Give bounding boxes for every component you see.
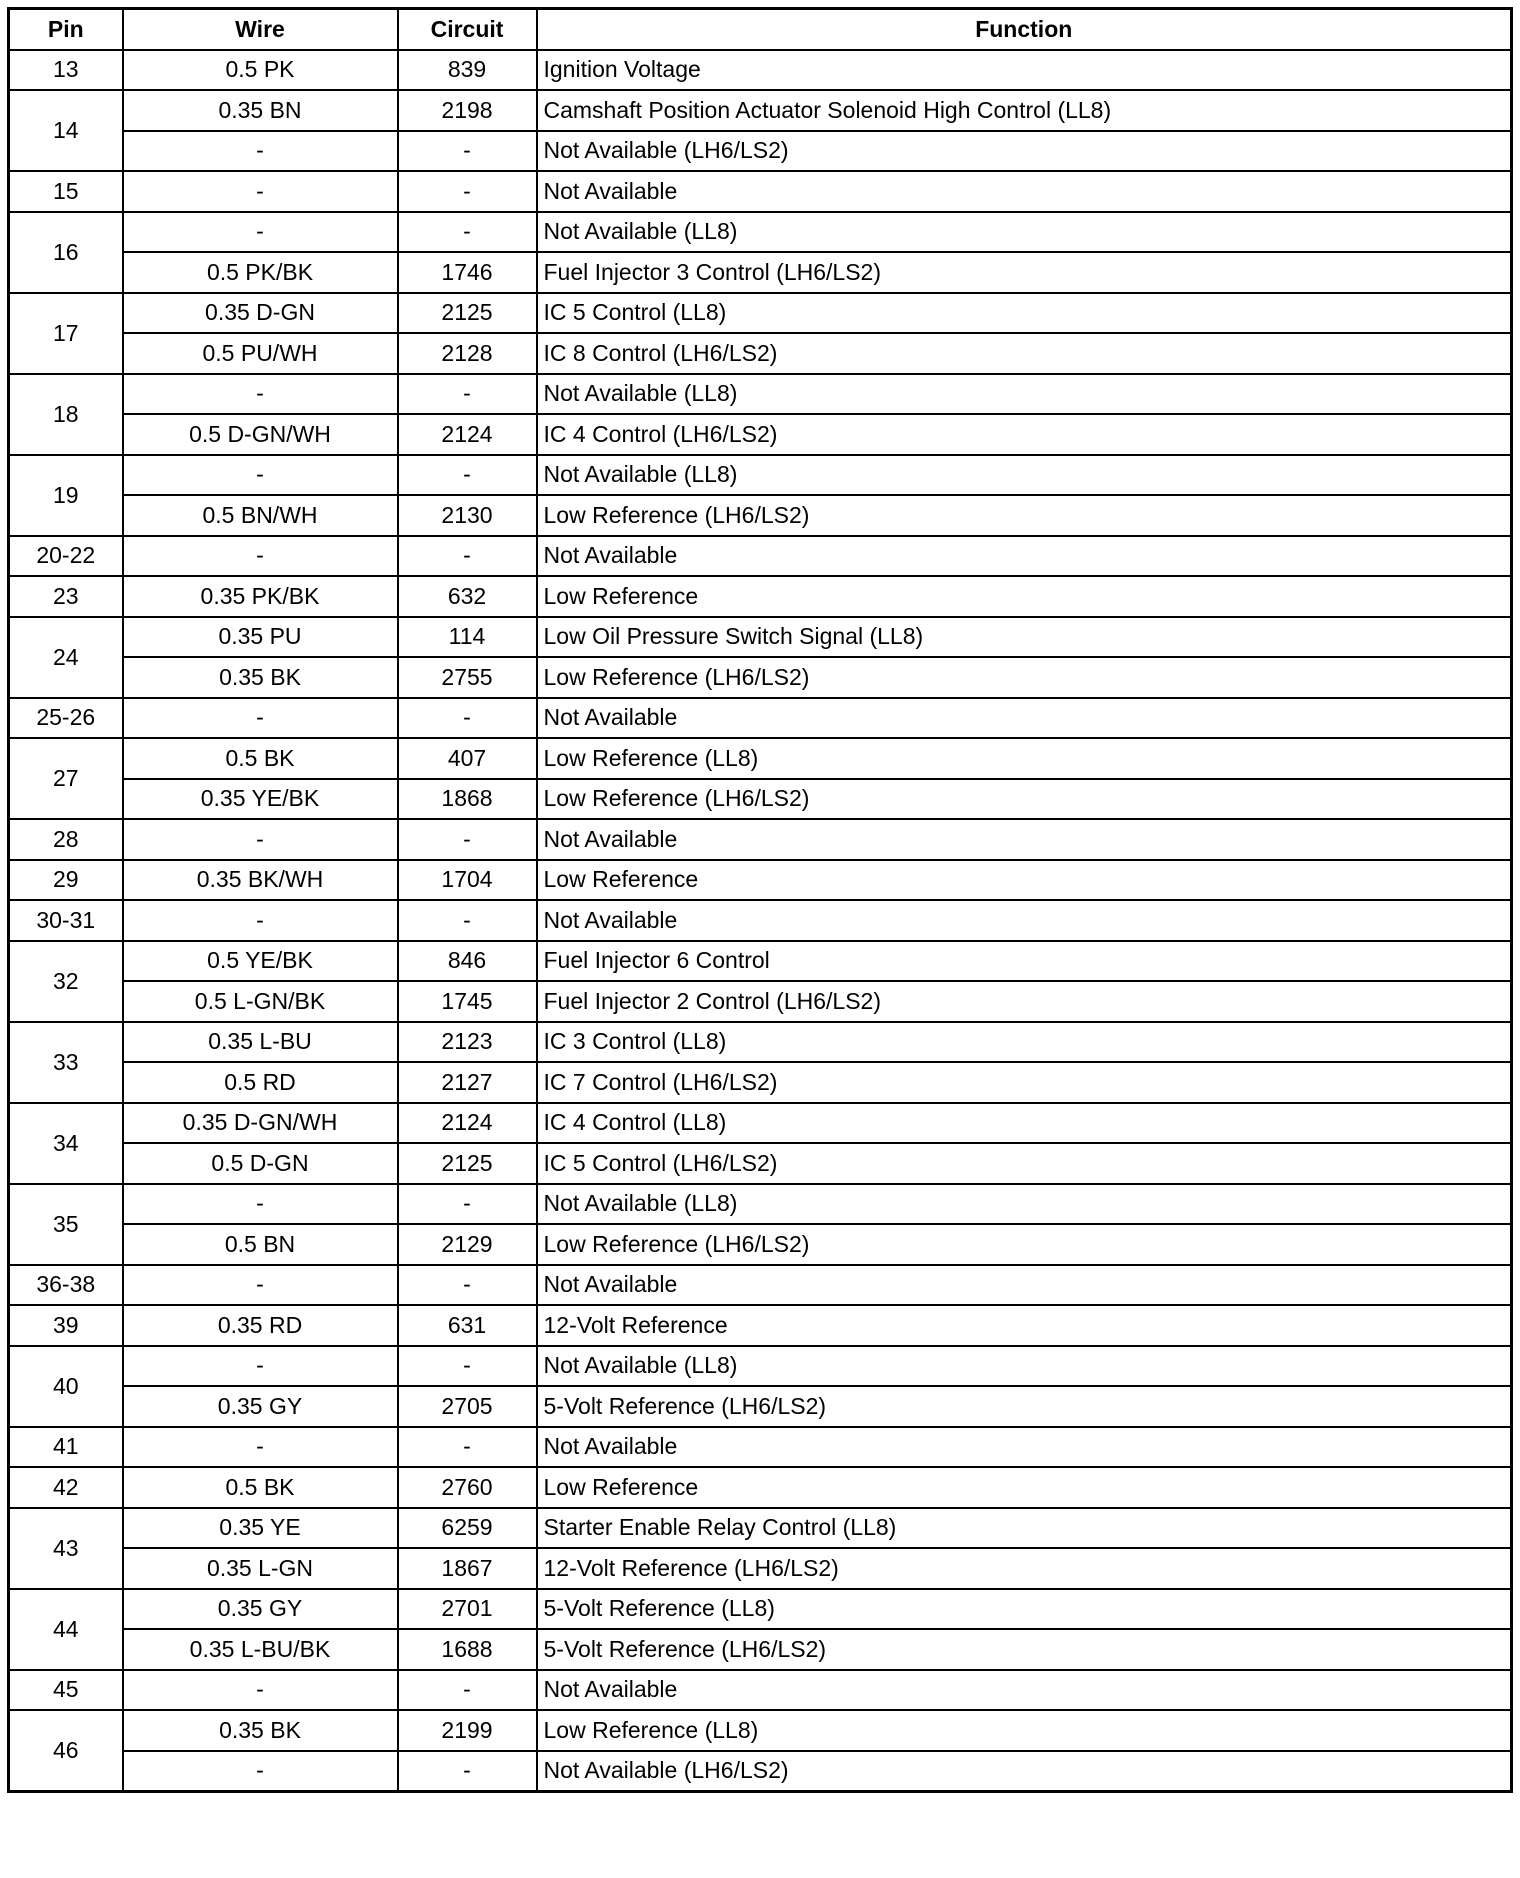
function-cell: Low Oil Pressure Switch Signal (LL8) xyxy=(537,617,1512,658)
circuit-cell: - xyxy=(398,212,537,253)
circuit-cell: 2125 xyxy=(398,293,537,334)
table-row xyxy=(9,1548,1512,1589)
function-cell: Low Reference (LL8) xyxy=(537,1710,1512,1751)
pin-cell: 14 xyxy=(9,90,123,171)
table-row xyxy=(9,1710,1512,1751)
function-cell: Low Reference (LH6/LS2) xyxy=(537,495,1512,536)
wire-cell: - xyxy=(123,1346,398,1387)
function-cell: IC 8 Control (LH6/LS2) xyxy=(537,333,1512,374)
function-cell: IC 4 Control (LL8) xyxy=(537,1103,1512,1144)
circuit-cell: - xyxy=(398,819,537,860)
function-cell: Low Reference (LH6/LS2) xyxy=(537,779,1512,820)
circuit-cell: - xyxy=(398,1427,537,1468)
table-row xyxy=(9,374,1512,415)
wire-cell: 0.35 BN xyxy=(123,90,398,131)
table-row xyxy=(9,1427,1512,1468)
wire-cell: 0.5 BN xyxy=(123,1224,398,1265)
circuit-cell: - xyxy=(398,1184,537,1225)
pin-cell: 36-38 xyxy=(9,1265,123,1306)
wire-cell: 0.5 L-GN/BK xyxy=(123,981,398,1022)
table-row xyxy=(9,50,1512,91)
header-wire: Wire xyxy=(123,9,398,50)
wire-cell: 0.5 PU/WH xyxy=(123,333,398,374)
header-function: Function xyxy=(537,9,1512,50)
function-cell: Not Available xyxy=(537,698,1512,739)
table-row xyxy=(9,1022,1512,1063)
function-cell: Starter Enable Relay Control (LL8) xyxy=(537,1508,1512,1549)
function-cell: Not Available (LH6/LS2) xyxy=(537,1751,1512,1792)
function-cell: Not Available (LL8) xyxy=(537,374,1512,415)
wire-cell: - xyxy=(123,1184,398,1225)
table-row xyxy=(9,1629,1512,1670)
function-cell: Low Reference (LL8) xyxy=(537,738,1512,779)
table-row xyxy=(9,1103,1512,1144)
pin-cell: 40 xyxy=(9,1346,123,1427)
function-cell: Ignition Voltage xyxy=(537,50,1512,91)
function-cell: Low Reference (LH6/LS2) xyxy=(537,657,1512,698)
table-row xyxy=(9,1670,1512,1711)
circuit-cell: - xyxy=(398,536,537,577)
circuit-cell: 2701 xyxy=(398,1589,537,1630)
circuit-cell: 1704 xyxy=(398,860,537,901)
circuit-cell: - xyxy=(398,900,537,941)
circuit-cell: - xyxy=(398,1751,537,1792)
circuit-cell: 2755 xyxy=(398,657,537,698)
pin-cell: 32 xyxy=(9,941,123,1022)
table-row xyxy=(9,860,1512,901)
wire-cell: 0.5 YE/BK xyxy=(123,941,398,982)
wire-cell: - xyxy=(123,171,398,212)
table-row xyxy=(9,90,1512,131)
circuit-cell: - xyxy=(398,1670,537,1711)
table-row xyxy=(9,576,1512,617)
circuit-cell: 2128 xyxy=(398,333,537,374)
circuit-cell: 1867 xyxy=(398,1548,537,1589)
connector-pinout-table-container xyxy=(7,7,1513,1793)
wire-cell: 0.35 PU xyxy=(123,617,398,658)
circuit-cell: 1868 xyxy=(398,779,537,820)
circuit-cell: - xyxy=(398,1265,537,1306)
wire-cell: 0.5 RD xyxy=(123,1062,398,1103)
function-cell: Not Available xyxy=(537,1265,1512,1306)
table-row xyxy=(9,536,1512,577)
circuit-cell: 839 xyxy=(398,50,537,91)
circuit-cell: 1745 xyxy=(398,981,537,1022)
function-cell: 5-Volt Reference (LL8) xyxy=(537,1589,1512,1630)
circuit-cell: 1746 xyxy=(398,252,537,293)
wire-cell: 0.35 YE/BK xyxy=(123,779,398,820)
table-body xyxy=(9,50,1512,1792)
function-cell: Low Reference xyxy=(537,860,1512,901)
function-cell: Not Available xyxy=(537,900,1512,941)
function-cell: Fuel Injector 3 Control (LH6/LS2) xyxy=(537,252,1512,293)
wire-cell: - xyxy=(123,900,398,941)
table-row xyxy=(9,1346,1512,1387)
function-cell: Low Reference (LH6/LS2) xyxy=(537,1224,1512,1265)
circuit-cell: - xyxy=(398,455,537,496)
wire-cell: 0.35 YE xyxy=(123,1508,398,1549)
pin-cell: 34 xyxy=(9,1103,123,1184)
wire-cell: - xyxy=(123,212,398,253)
header-circuit: Circuit xyxy=(398,9,537,50)
pin-cell: 13 xyxy=(9,50,123,91)
wire-cell: 0.5 PK xyxy=(123,50,398,91)
function-cell: Not Available (LL8) xyxy=(537,1346,1512,1387)
circuit-cell: - xyxy=(398,131,537,172)
table-row xyxy=(9,212,1512,253)
circuit-cell: - xyxy=(398,171,537,212)
pin-cell: 20-22 xyxy=(9,536,123,577)
table-row xyxy=(9,1143,1512,1184)
function-cell: 5-Volt Reference (LH6/LS2) xyxy=(537,1629,1512,1670)
pin-cell: 19 xyxy=(9,455,123,536)
wire-cell: 0.5 BK xyxy=(123,738,398,779)
table-row xyxy=(9,1386,1512,1427)
header-pin: Pin xyxy=(9,9,123,50)
wire-cell: 0.35 BK/WH xyxy=(123,860,398,901)
table-row xyxy=(9,131,1512,172)
wire-cell: 0.35 L-BU/BK xyxy=(123,1629,398,1670)
wire-cell: - xyxy=(123,455,398,496)
table-row xyxy=(9,657,1512,698)
wire-cell: 0.5 PK/BK xyxy=(123,252,398,293)
circuit-cell: 631 xyxy=(398,1305,537,1346)
table-row xyxy=(9,333,1512,374)
wire-cell: 0.35 PK/BK xyxy=(123,576,398,617)
table-row xyxy=(9,941,1512,982)
wire-cell: - xyxy=(123,698,398,739)
table-row xyxy=(9,1265,1512,1306)
function-cell: 12-Volt Reference (LH6/LS2) xyxy=(537,1548,1512,1589)
table-row xyxy=(9,414,1512,455)
function-cell: IC 3 Control (LL8) xyxy=(537,1022,1512,1063)
wire-cell: 0.35 BK xyxy=(123,1710,398,1751)
pin-cell: 25-26 xyxy=(9,698,123,739)
wire-cell: 0.35 D-GN/WH xyxy=(123,1103,398,1144)
table-row xyxy=(9,455,1512,496)
pin-cell: 29 xyxy=(9,860,123,901)
pin-cell: 43 xyxy=(9,1508,123,1589)
wire-cell: 0.35 BK xyxy=(123,657,398,698)
function-cell: Camshaft Position Actuator Solenoid High Control (LL8) xyxy=(537,90,1512,131)
wire-cell: - xyxy=(123,1265,398,1306)
function-cell: IC 5 Control (LH6/LS2) xyxy=(537,1143,1512,1184)
circuit-cell: 2198 xyxy=(398,90,537,131)
pin-cell: 35 xyxy=(9,1184,123,1265)
pin-cell: 33 xyxy=(9,1022,123,1103)
function-cell: Low Reference xyxy=(537,576,1512,617)
wire-cell: 0.35 GY xyxy=(123,1386,398,1427)
circuit-cell: 2124 xyxy=(398,1103,537,1144)
table-row xyxy=(9,1062,1512,1103)
wire-cell: - xyxy=(123,1427,398,1468)
pin-cell: 17 xyxy=(9,293,123,374)
table-row xyxy=(9,738,1512,779)
circuit-cell: 2199 xyxy=(398,1710,537,1751)
pin-cell: 27 xyxy=(9,738,123,819)
pin-cell: 15 xyxy=(9,171,123,212)
pin-cell: 41 xyxy=(9,1427,123,1468)
function-cell: Not Available xyxy=(537,819,1512,860)
function-cell: Not Available xyxy=(537,536,1512,577)
wire-cell: 0.5 D-GN/WH xyxy=(123,414,398,455)
wire-cell: 0.35 RD xyxy=(123,1305,398,1346)
circuit-cell: 2125 xyxy=(398,1143,537,1184)
pin-cell: 28 xyxy=(9,819,123,860)
function-cell: Fuel Injector 6 Control xyxy=(537,941,1512,982)
function-cell: Fuel Injector 2 Control (LH6/LS2) xyxy=(537,981,1512,1022)
function-cell: Not Available xyxy=(537,171,1512,212)
table-row xyxy=(9,617,1512,658)
circuit-cell: 2123 xyxy=(398,1022,537,1063)
circuit-cell: 2130 xyxy=(398,495,537,536)
header-row xyxy=(9,9,1512,50)
circuit-cell: 6259 xyxy=(398,1508,537,1549)
table-row xyxy=(9,1589,1512,1630)
pin-cell: 45 xyxy=(9,1670,123,1711)
pin-cell: 16 xyxy=(9,212,123,293)
table-row xyxy=(9,1305,1512,1346)
wire-cell: 0.5 BK xyxy=(123,1467,398,1508)
wire-cell: 0.35 GY xyxy=(123,1589,398,1630)
wire-cell: - xyxy=(123,131,398,172)
table-row xyxy=(9,293,1512,334)
table-row xyxy=(9,698,1512,739)
circuit-cell: - xyxy=(398,698,537,739)
table-row xyxy=(9,900,1512,941)
wire-cell: - xyxy=(123,374,398,415)
wire-cell: 0.35 L-GN xyxy=(123,1548,398,1589)
pin-cell: 46 xyxy=(9,1710,123,1792)
table-row xyxy=(9,171,1512,212)
circuit-cell: 2760 xyxy=(398,1467,537,1508)
function-cell: IC 4 Control (LH6/LS2) xyxy=(537,414,1512,455)
pin-cell: 42 xyxy=(9,1467,123,1508)
table-row xyxy=(9,819,1512,860)
circuit-cell: - xyxy=(398,1346,537,1387)
circuit-cell: 2705 xyxy=(398,1386,537,1427)
wire-cell: 0.5 BN/WH xyxy=(123,495,398,536)
circuit-cell: 114 xyxy=(398,617,537,658)
connector-pinout-table xyxy=(7,7,1513,1793)
table-row xyxy=(9,1467,1512,1508)
circuit-cell: 407 xyxy=(398,738,537,779)
circuit-cell: 1688 xyxy=(398,1629,537,1670)
wire-cell: - xyxy=(123,1670,398,1711)
function-cell: Not Available (LL8) xyxy=(537,212,1512,253)
pin-cell: 23 xyxy=(9,576,123,617)
circuit-cell: 2129 xyxy=(398,1224,537,1265)
pin-cell: 24 xyxy=(9,617,123,698)
wire-cell: - xyxy=(123,819,398,860)
circuit-cell: - xyxy=(398,374,537,415)
circuit-cell: 632 xyxy=(398,576,537,617)
function-cell: 12-Volt Reference xyxy=(537,1305,1512,1346)
wire-cell: 0.5 D-GN xyxy=(123,1143,398,1184)
table-row xyxy=(9,252,1512,293)
pin-cell: 44 xyxy=(9,1589,123,1670)
function-cell: IC 5 Control (LL8) xyxy=(537,293,1512,334)
table-row xyxy=(9,779,1512,820)
function-cell: Not Available (LL8) xyxy=(537,1184,1512,1225)
function-cell: Not Available xyxy=(537,1670,1512,1711)
wire-cell: 0.35 D-GN xyxy=(123,293,398,334)
table-row xyxy=(9,981,1512,1022)
pin-cell: 39 xyxy=(9,1305,123,1346)
function-cell: IC 7 Control (LH6/LS2) xyxy=(537,1062,1512,1103)
circuit-cell: 846 xyxy=(398,941,537,982)
function-cell: Not Available xyxy=(537,1427,1512,1468)
table-row xyxy=(9,1751,1512,1792)
function-cell: Not Available (LL8) xyxy=(537,455,1512,496)
table-row xyxy=(9,495,1512,536)
circuit-cell: 2124 xyxy=(398,414,537,455)
table-row xyxy=(9,1184,1512,1225)
function-cell: 5-Volt Reference (LH6/LS2) xyxy=(537,1386,1512,1427)
table-row xyxy=(9,1508,1512,1549)
wire-cell: 0.35 L-BU xyxy=(123,1022,398,1063)
wire-cell: - xyxy=(123,1751,398,1792)
function-cell: Low Reference xyxy=(537,1467,1512,1508)
circuit-cell: 2127 xyxy=(398,1062,537,1103)
pin-cell: 30-31 xyxy=(9,900,123,941)
function-cell: Not Available (LH6/LS2) xyxy=(537,131,1512,172)
pin-cell: 18 xyxy=(9,374,123,455)
table-row xyxy=(9,1224,1512,1265)
wire-cell: - xyxy=(123,536,398,577)
